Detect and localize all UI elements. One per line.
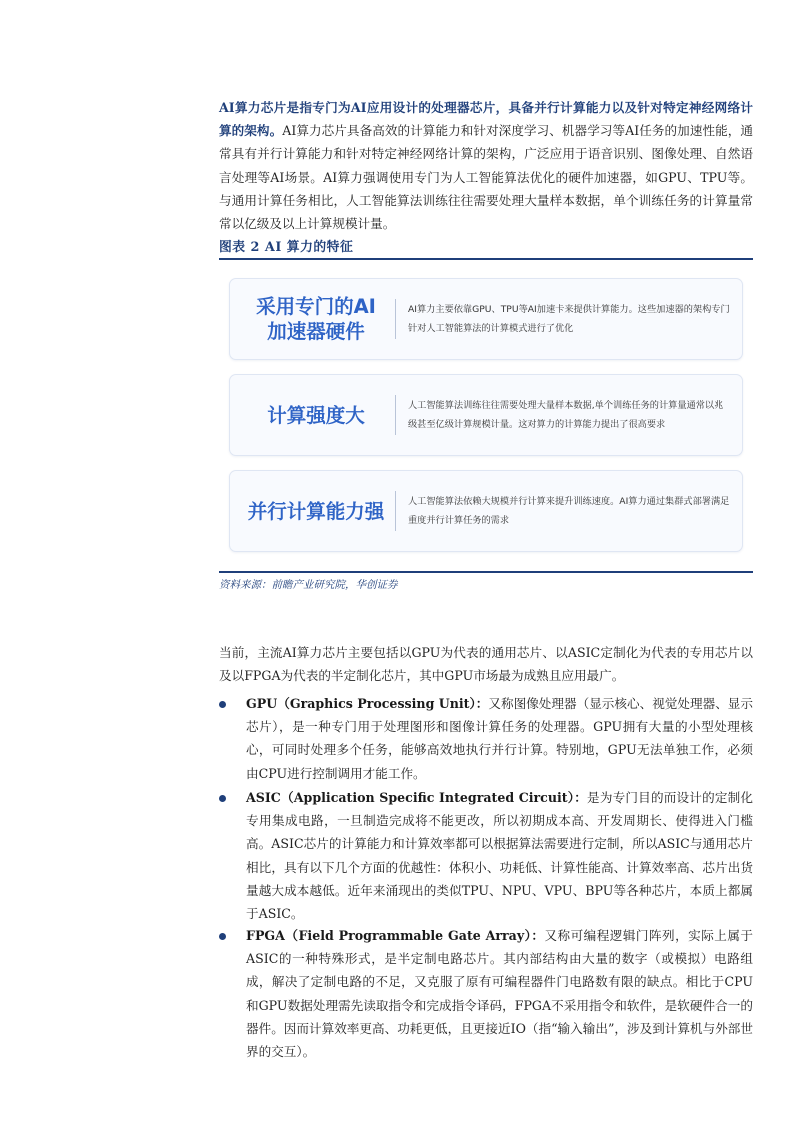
- feature-card-label: 计算强度大: [267, 403, 365, 427]
- figure-top-rule: [219, 258, 753, 260]
- feature-card-label: 采用专门的AI加速器硬件: [256, 295, 376, 343]
- intro-body-text: AI算力芯片具备高效的计算能力和针对深度学习、机器学习等AI任务的加速性能，通常具有并行计算能力和针对特定神经网络计算的架构，广泛应用于语音识别、图像处理、自然语言处理等AI场景。AI算力强调使用专门为人工智能算法优化的硬件加速器，如GPU、TPU等。与通用计算任务相比，人工智能算法训练往往需要处理大量样本数据，单个训练任务的计算量常常以亿级及以上计算规模计量。: [219, 123, 754, 232]
- intro-paragraph: [219, 96, 753, 235]
- figure-title: 图表 2 AI 算力的特征: [219, 240, 354, 255]
- bullet-term: GPU（Graphics Processing Unit）：: [246, 696, 489, 711]
- bullet-asic: [246, 786, 753, 925]
- bullet-text: 是为专门目的而设计的定制化专用集成电路，一旦制造完成将不能更改，所以初期成本高、开发周期长、使得进入门槛高。ASIC芯片的计算能力和计算效率都可以根据算法需要进行定制，所以ASIC与通用芯片相比，具有以下几个方面的优越性：体积小、功耗低、计算性能高、计算效率高、芯片出货量越大成本越低。近年来涌现出的类似TPU、NPU、VPU、BPU等各种芯片，本质上都属于ASIC。: [246, 790, 753, 922]
- feature-card-description: 人工智能算法依赖大规模并行计算来提升训练速度。AI算力通过集群式部署满足重度并行计算任务的需求: [408, 496, 730, 526]
- bullet-gpu: [246, 692, 753, 785]
- bullet-dot: [219, 933, 226, 940]
- bullet-term: FPGA（Field Programmable Gate Array）：: [246, 928, 545, 943]
- figure-source: 资料来源：前瞻产业研究院，华创证券: [219, 579, 398, 591]
- bullet-fpga: [246, 924, 753, 1063]
- feature-card-description: AI算力主要依靠GPU、TPU等AI加速卡来提供计算能力。这些加速器的架构专门针对人工智能算法的计算模式进行了优化: [408, 304, 730, 334]
- bullet-dot: [219, 795, 226, 802]
- mainstream-chips-paragraph: 当前，主流AI算力芯片主要包括以GPU为代表的通用芯片、以ASIC定制化为代表的专用芯片以及以FPGA为代表的半定制化芯片，其中GPU市场最为成熟且应用最广。: [219, 645, 753, 684]
- card-divider: [395, 395, 396, 435]
- feature-card-description: 人工智能算法训练往往需要处理大量样本数据,单个训练任务的计算量通常以兆级甚至亿级计算规模计量。这对算力的计算能力提出了很高要求: [408, 400, 724, 430]
- bullet-text: 又称可编程逻辑门阵列，实际上属于ASIC的一种特殊形式，是半定制电路芯片。其内部结构由大量的数字（或模拟）电路组成，解决了定制电路的不足，又克服了原有可编程器件门电路数有限的缺点。相比于CPU和GPU数据处理需先读取指令和完成指令译码，FPGA不采用指令和软件，是软硬件合一的器件。因而计算效率更高、功耗更低，且更接近IO（指“输入输出”，涉及到计算机与外部世界的交互）。: [246, 928, 754, 1060]
- card-divider: [395, 299, 396, 339]
- feature-card-intensity: [229, 374, 743, 456]
- bullet-text: 又称图像处理器（显示核心、视觉处理器、显示芯片），是一种专门用于处理图形和图像计算任务的处理器。GPU拥有大量的小型处理核心，可同时处理多个任务，能够高效地执行并行计算。特别地，GPU无法单独工作，必须由CPU进行控制调用才能工作。: [246, 696, 753, 781]
- figure-bottom-rule: [219, 571, 753, 573]
- feature-card-parallel: [229, 470, 743, 552]
- bullet-term: ASIC（Application Specific Integrated Circuit）：: [246, 790, 588, 805]
- feature-card-label: 并行计算能力强: [247, 499, 385, 523]
- card-divider: [395, 491, 396, 531]
- feature-card-accelerator: [229, 278, 743, 360]
- bullet-dot: [219, 701, 226, 708]
- intro-lead-text: AI算力芯片是指专门为AI应用设计的处理器芯片，具备并行计算能力以及针对特定神经网络计算的架构。: [219, 100, 753, 139]
